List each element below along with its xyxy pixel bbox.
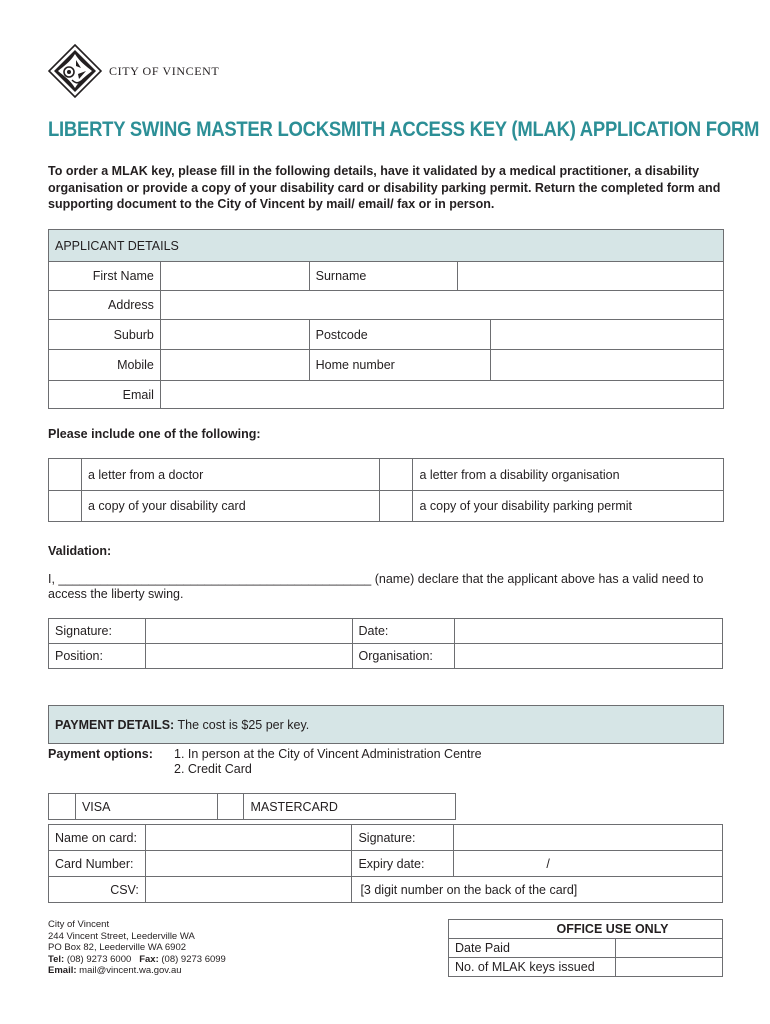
footer-email: mail@vincent.wa.gov.au (76, 965, 182, 976)
keys-issued-field[interactable] (616, 958, 723, 977)
position-label: Position: (49, 644, 146, 669)
postcode-label: Postcode (309, 320, 491, 350)
email-field[interactable] (160, 381, 723, 409)
organisation-letter-checkbox[interactable] (380, 459, 413, 491)
footer-org-name: City of Vincent (48, 919, 110, 930)
expiry-date-label: Expiry date: (352, 851, 454, 877)
validation-date-field[interactable] (454, 619, 723, 644)
validation-heading: Validation: (48, 544, 112, 558)
footer-fax-label: Fax: (139, 953, 159, 965)
validation-signature-field[interactable] (145, 619, 352, 644)
footer-phone-line (48, 954, 226, 966)
payment-option-credit-card: 2. Credit Card (174, 762, 252, 776)
validation-declaration-line2: access the liberty swing. (48, 587, 184, 601)
csv-note: [3 digit number on the back of the card] (352, 877, 723, 903)
payment-options-label: Payment options: (48, 747, 153, 761)
address-field[interactable] (160, 291, 723, 320)
expiry-slash: / (546, 856, 550, 871)
first-name-label: First Name (49, 262, 161, 291)
page-title: LIBERTY SWING MASTER LOCKSMITH ACCESS KEY (MLAK) APPLICATION FORM (48, 117, 760, 141)
name-on-card-label: Name on card: (49, 825, 146, 851)
home-number-label: Home number (309, 350, 491, 381)
include-options-table (48, 458, 724, 522)
footer-address-block (48, 919, 226, 977)
card-number-field[interactable] (145, 851, 352, 877)
date-paid-label: Date Paid (449, 939, 616, 958)
footer-email-label: Email: (48, 965, 77, 976)
mobile-field[interactable] (160, 350, 309, 381)
payment-option-in-person: 1. In person at the City of Vincent Administration Centre (174, 747, 482, 761)
name-on-card-field[interactable] (145, 825, 352, 851)
first-name-field[interactable] (160, 262, 309, 291)
validation-signature-label: Signature: (49, 619, 146, 644)
footer-email-line (48, 965, 226, 977)
email-label: Email (49, 381, 161, 409)
footer-tel-label: Tel: (48, 953, 65, 965)
footer-street: 244 Vincent Street, Leederville WA (48, 930, 195, 942)
payment-heading-bold: PAYMENT DETAILS: (55, 717, 175, 732)
doctor-letter-checkbox[interactable] (49, 459, 82, 491)
intro-text: To order a MLAK key, please fill in the following details, have it validated by a medical practitioner, a disability organisation or provide a copy of your disability card or disability parking permit. Return the completed form and supporting document to the City of Vincent by mail/ email/ fax or in person. (48, 164, 721, 211)
payment-details-heading (49, 706, 724, 744)
csv-label: CSV: (49, 877, 146, 903)
office-use-heading: OFFICE USE ONLY (449, 920, 723, 939)
include-heading: Please include one of the following: (48, 427, 261, 441)
doctor-letter-label: a letter from a doctor (81, 459, 380, 491)
validation-declaration-line1: I, _____________________________________________ (name) declare that the applicant above has a valid need to (48, 572, 704, 586)
card-signature-label: Signature: (352, 825, 454, 851)
organisation-field[interactable] (454, 644, 723, 669)
visa-checkbox[interactable] (49, 794, 76, 820)
date-paid-field[interactable] (616, 939, 723, 958)
parking-permit-label: a copy of your disability parking permit (413, 491, 724, 522)
mastercard-label: MASTERCARD (244, 794, 456, 820)
home-number-field[interactable] (491, 350, 724, 381)
card-number-label: Card Number: (49, 851, 146, 877)
parking-permit-checkbox[interactable] (380, 491, 413, 522)
disability-card-checkbox[interactable] (49, 491, 82, 522)
organisation-label: Organisation: (352, 644, 454, 669)
footer-fax: (08) 9273 6099 (158, 953, 226, 965)
disability-card-label: a copy of your disability card (81, 491, 380, 522)
payment-heading-cost: The cost is $25 per key. (174, 717, 310, 732)
address-label: Address (49, 291, 161, 320)
applicant-details-table (48, 229, 724, 409)
postcode-field[interactable] (491, 320, 724, 350)
applicant-details-heading: APPLICANT DETAILS (49, 230, 724, 262)
suburb-label: Suburb (49, 320, 161, 350)
mobile-label: Mobile (49, 350, 161, 381)
position-field[interactable] (145, 644, 352, 669)
card-signature-field[interactable] (454, 825, 723, 851)
office-use-table (448, 919, 723, 977)
validation-date-label: Date: (352, 619, 454, 644)
card-details-table (48, 824, 723, 903)
expiry-date-field[interactable] (454, 851, 723, 877)
card-type-table (48, 793, 456, 820)
footer-tel: (08) 9273 6000 (64, 953, 132, 965)
footer-po-box: PO Box 82, Leederville WA 6902 (48, 942, 187, 953)
suburb-field[interactable] (160, 320, 309, 350)
mastercard-checkbox[interactable] (217, 794, 244, 820)
keys-issued-label: No. of MLAK keys issued (449, 958, 616, 977)
surname-label: Surname (309, 262, 458, 291)
org-name: CITY OF VINCENT (109, 64, 220, 78)
payment-heading-table (48, 705, 724, 744)
visa-label: VISA (75, 794, 217, 820)
organisation-letter-label: a letter from a disability organisation (413, 459, 724, 491)
city-of-vincent-logo-icon (48, 44, 102, 98)
validation-table (48, 618, 723, 669)
csv-field[interactable] (145, 877, 352, 903)
surname-field[interactable] (458, 262, 724, 291)
